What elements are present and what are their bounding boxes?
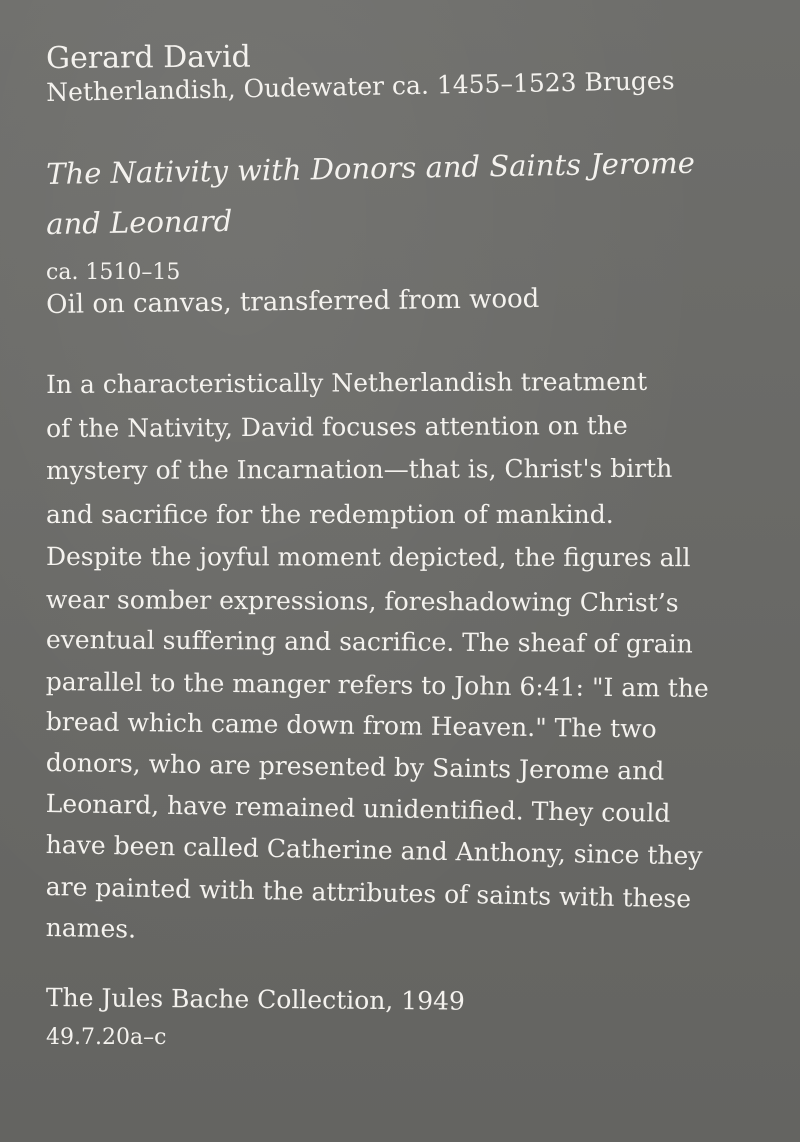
artist-name: Gerard David (45, 39, 251, 76)
artwork-title-line-2: and Leonard (45, 203, 233, 241)
description-line: bread which came down from Heaven." The two (45, 707, 657, 744)
credit-line: The Jules Bache Collection, 1949 (45, 983, 466, 1016)
description-line: Leonard, have remained unidentified. They could (45, 789, 671, 828)
description-line: names. (45, 913, 137, 944)
artwork-date: ca. 1510–15 (46, 260, 181, 285)
description-line: of the Nativity, David focuses attention on the (45, 410, 628, 443)
artwork-title-line-1: The Nativity with Donors and Saints Jerome (45, 145, 696, 191)
description-line: and sacrifice for the redemption of mankind. (46, 500, 614, 529)
description-line: are painted with the attributes of saints with these (45, 872, 692, 914)
description-line: parallel to the manger refers to John 6:41: "I am the (45, 667, 709, 703)
description-line: eventual suffering and sacrifice. The sheaf of grain (45, 625, 693, 659)
description-line: have been called Catherine and Anthony, since they (45, 830, 703, 871)
artwork-medium: Oil on canvas, transferred from wood (45, 283, 540, 320)
description-line: wear somber expressions, foreshadowing Christ’s (45, 585, 679, 618)
description-line: In a characteristically Netherlandish treatment (45, 366, 648, 399)
accession-number: 49.7.20a–c (46, 1025, 167, 1050)
description-line: mystery of the Incarnation—that is, Christ's birth (45, 453, 673, 485)
description-line: Despite the joyful moment depicted, the figures all (45, 542, 691, 573)
description-line: donors, who are presented by Saints Jerome and (45, 748, 665, 786)
artist-nationality-dates: Netherlandish, Oudewater ca. 1455–1523 Bruges (45, 65, 675, 107)
